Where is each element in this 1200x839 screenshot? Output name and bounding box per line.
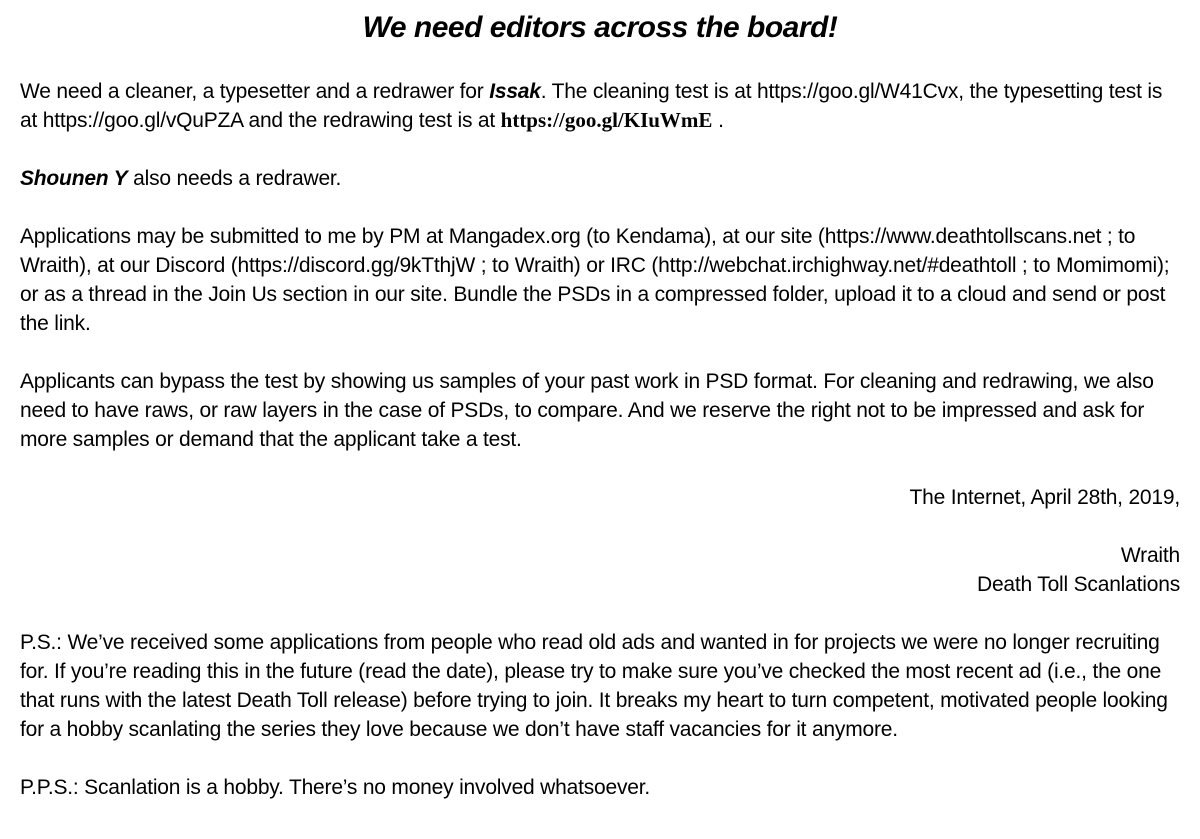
bypass-test-paragraph: Applicants can bypass the test by showing us samples of your past work in PSD format. For cleaning and redrawing, we also need to have raws, or raw layers in the case of PSDs, to compare. And we reserve the right not to be impressed and ask for more samples or demand that the applicant take a test.: [20, 370, 1154, 451]
ps-paragraph: P.S.: We’ve received some applications from people who read old ads and wanted in for projects we were no longer recruiting for. If you’re reading this in the future (read the date), please try to make sure you’ve checked the most recent ad (i.e., the one that runs with the latest Death Toll release) before trying to join. It breaks my heart to turn competent, motivated people looking for a hobby scanlating the series they love because we don’t have staff vacancies for it anymore.: [20, 631, 1168, 741]
intro-text-end: .: [712, 109, 724, 132]
dateline: The Internet, April 28th, 2019,: [909, 486, 1180, 509]
series-name-shounen-y: Shounen Y: [20, 167, 128, 190]
intro-paragraph: [20, 77, 1180, 135]
signature-name: Wraith: [1120, 544, 1180, 567]
pps-paragraph: P.P.S.: Scanlation is a hobby. There’s no money involved whatsoever.: [20, 776, 651, 799]
signature-group: Death Toll Scanlations: [976, 573, 1180, 596]
shounen-y-paragraph: [20, 164, 1180, 193]
page-title: We need editors across the board!: [362, 11, 838, 44]
applications-paragraph: Applications may be submitted to me by PM at Mangadex.org (to Kendama), at our site (https://www.deathtollscans.net ; to Wraith), at our Discord (https://discord.gg/9kTthjW ; to Wraith) or IRC (http://webchat.irchighway.net/#deathtoll ; to Momimomi); or as a thread in the Join Us section in our site. Bundle the PSDs in a compressed folder, upload it to a cloud and send or post the link.: [20, 225, 1170, 335]
shounen-y-text: also needs a redrawer.: [127, 167, 342, 190]
intro-text-middle: . The cleaning test is at https://goo.gl/W41Cvx, the typesetting test is at https://goo.gl/vQuPZA and the redrawing test is at: [20, 80, 1163, 132]
redrawing-test-url: https://goo.gl/KIuWmE: [500, 108, 713, 132]
signature-block: [20, 541, 1180, 599]
series-name-issak: Issak: [489, 80, 541, 103]
intro-text-start: We need a cleaner, a typesetter and a redrawer for: [20, 80, 490, 103]
